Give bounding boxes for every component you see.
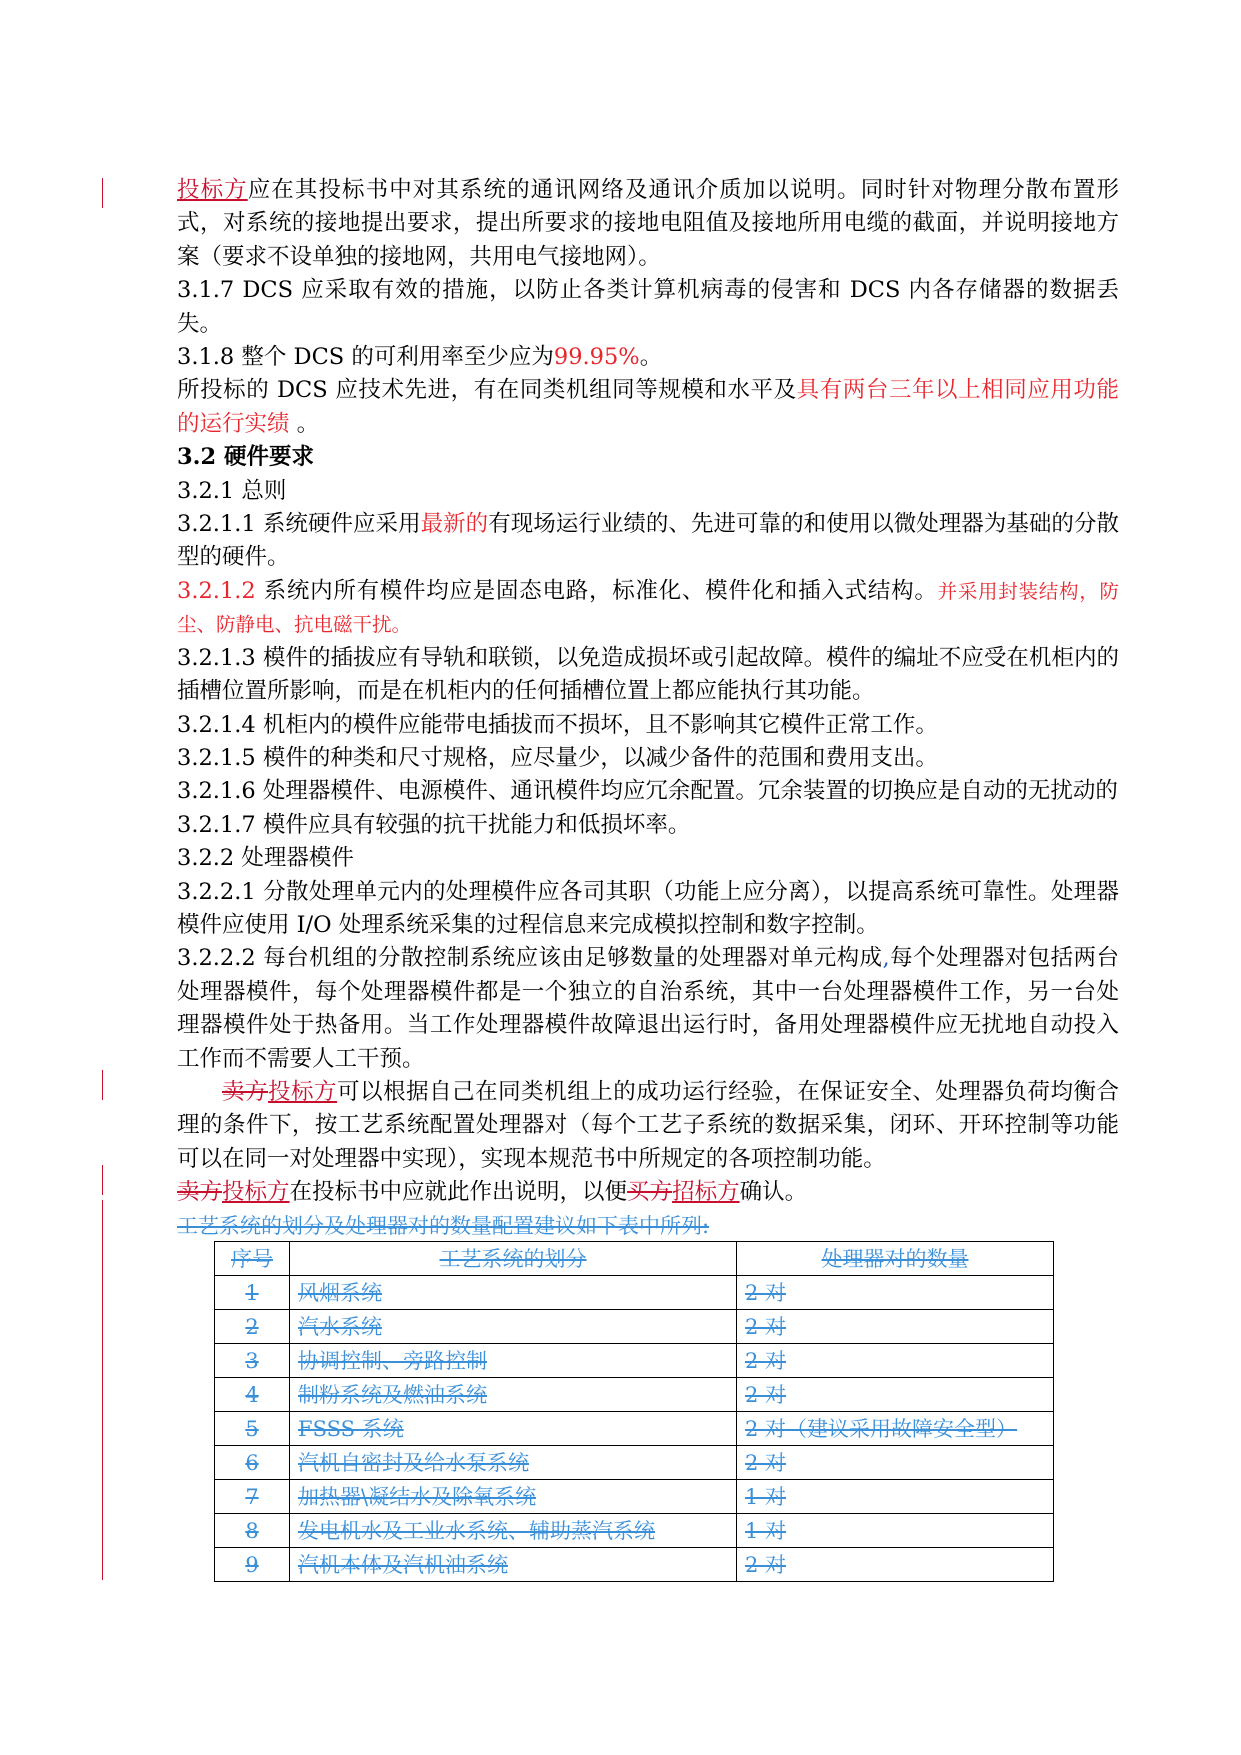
deleted-text: 卖方: [177, 1179, 223, 1206]
table-row: [215, 1344, 1054, 1378]
table-cell: 9: [215, 1548, 290, 1582]
revision-bar: [102, 1200, 103, 1580]
table-header-row: [215, 1242, 1054, 1276]
revision-bar: [102, 1165, 103, 1195]
document-body: [177, 174, 1119, 1243]
table-cell: 2 对: [737, 1548, 1054, 1582]
section-3-2-2-2: 3.2.2.2 每台机组的分散控制系统应该由足够数量的处理器对单元构成,每个处理器对包括两台处理器模件，每个处理器模件都是一个独立的自治系统，其中一台处理器模件工作，另一台处理器模件处于热备用。当工作处理器模件故障退出运行时，备用处理器模件应无扰地自动投入工作而不需要人工干预。: [177, 945, 1119, 1072]
paragraph-network: 投标方应在其投标书中对其系统的通讯网络及通讯介质加以说明。同时针对物理分散布置形式，对系统的接地提出要求，提出所要求的接地电阻值及接地所用电缆的截面，并说明接地方案（要求不设单独的接地网，共用电气接地网）。: [177, 177, 1119, 270]
table-cell: 2: [215, 1310, 290, 1344]
table-cell: 1 对: [737, 1480, 1054, 1514]
section-3-1-7: 3.1.7 DCS 应采取有效的措施，以防止各类计算机病毒的侵害和 DCS 内各存储器的数据丢失。: [177, 277, 1119, 337]
inserted-text: 招标方: [672, 1179, 740, 1206]
table-cell: 7: [215, 1480, 290, 1514]
inserted-text: 投标方: [222, 1179, 290, 1206]
section-3-2-1-7: 3.2.1.7 模件应具有较强的抗干扰能力和低损坏率。: [177, 811, 691, 838]
section-3-1-8: 3.1.8 整个 DCS 的可利用率至少应为99.95%。: [177, 344, 663, 371]
section-3-2-1: 3.2.1 总则: [177, 477, 287, 504]
revision-bar: [102, 1070, 103, 1100]
table-row: [215, 1310, 1054, 1344]
table-row: [215, 1480, 1054, 1514]
inserted-text: 投标方: [177, 177, 248, 203]
header-cell: 处理器对的数量: [737, 1242, 1054, 1276]
table-cell: 制粉系统及燃油系统: [290, 1378, 737, 1412]
paragraph-confirm: 卖方投标方在投标书中应就此作出说明，以便买方招标方确认。: [177, 1179, 808, 1206]
table-row: [215, 1276, 1054, 1310]
paragraph-seller: 卖方投标方可以根据自己在同类机组上的成功运行经验，在保证安全、处理器负荷均衡合理的条件下，按工艺系统配置处理器对（每个工艺子系统的数据采集，闭环、开环控制等功能可以在同一对处理器中实现），实现本规范书中所规定的各项控制功能。: [177, 1078, 1119, 1172]
processor-table: [214, 1241, 1054, 1582]
table-row: [215, 1378, 1054, 1412]
table-cell: 3: [215, 1344, 290, 1378]
header-cell: 工艺系统的划分: [290, 1242, 737, 1276]
section-3-2-1-5: 3.2.1.5 模件的种类和尺寸规格，应尽量少，以减少备件的范围和费用支出。: [177, 744, 938, 771]
table-cell: 协调控制、旁路控制: [290, 1344, 737, 1378]
heading-3-2: 3.2 硬件要求: [177, 444, 314, 471]
table-cell: 风烟系统: [290, 1276, 737, 1310]
header-cell: 序号: [215, 1242, 290, 1276]
section-3-2-2-1: 3.2.2.1 分散处理单元内的处理模件应各司其职（功能上应分离），以提高系统可靠性。处理器模件应使用 I/O 处理系统采集的过程信息来完成模拟控制和数字控制。: [177, 878, 1119, 938]
availability-value: 99.95%: [553, 344, 640, 371]
deleted-text: 买方: [627, 1179, 673, 1206]
table-cell: 4: [215, 1378, 290, 1412]
inserted-text: 投标方: [268, 1078, 338, 1105]
section-3-2-1-4: 3.2.1.4 机柜内的模件应能带电插拔而不损坏，且不影响其它模件正常工作。: [177, 711, 938, 738]
table-cell: 2 对（建议采用故障安全型）: [737, 1412, 1054, 1446]
paragraph-advanced: 所投标的 DCS 应技术先进，有在同类机组同等规模和水平及具有两台三年以上相同应用功能的运行实绩 。: [177, 377, 1119, 437]
table-cell: 2 对: [737, 1276, 1054, 1310]
table-cell: 2 对: [737, 1446, 1054, 1480]
section-3-2-1-3: 3.2.1.3 模件的插拔应有导轨和联锁，以免造成损坏或引起故障。模件的编址不应受在机柜内的插槽位置所影响，而是在机柜内的任何插槽位置上都应能执行其功能。: [177, 644, 1119, 705]
table-row: [215, 1412, 1054, 1446]
table-cell: 2 对: [737, 1378, 1054, 1412]
table-cell: 汽机自密封及给水泵系统: [290, 1446, 737, 1480]
table-cell: 6: [215, 1446, 290, 1480]
table-row: [215, 1514, 1054, 1548]
table-caption: 工艺系统的划分及处理器对的数量配置建议如下表中所列:: [177, 1213, 710, 1238]
table-row: [215, 1548, 1054, 1582]
table-cell: 汽机本体及汽机油系统: [290, 1548, 737, 1582]
table-row: [215, 1446, 1054, 1480]
deleted-text: 卖方: [222, 1078, 269, 1105]
table-cell: 5: [215, 1412, 290, 1446]
table-cell: 1 对: [737, 1514, 1054, 1548]
section-3-2-1-6: 3.2.1.6 处理器模件、电源模件、通讯模件均应冗余配置。冗余装置的切换应是自动的无扰动的: [177, 778, 1118, 805]
table-cell: 2 对: [737, 1310, 1054, 1344]
table-cell: 2 对: [737, 1344, 1054, 1378]
section-3-2-1-2: 3.2.1.2 系统内所有模件均应是固态电路，标准化、模件化和插入式结构。并采用封装结构，防尘、防静电、抗电磁干扰。: [177, 577, 1119, 637]
section-3-2-2: 3.2.2 处理器模件: [177, 845, 354, 872]
table-cell: 加热器\凝结水及除氧系统: [290, 1480, 737, 1514]
revision-bar: [102, 178, 103, 208]
table-cell: 汽水系统: [290, 1310, 737, 1344]
table-cell: 8: [215, 1514, 290, 1548]
table-cell: FSSS 系统: [290, 1412, 737, 1446]
section-3-2-1-1: 3.2.1.1 系统硬件应采用最新的有现场运行业绩的、先进可靠的和使用以微处理器为基础的分散型的硬件。: [177, 511, 1119, 571]
table-cell: 发电机水及工业水系统、辅助蒸汽系统: [290, 1514, 737, 1548]
table-cell: 1: [215, 1276, 290, 1310]
